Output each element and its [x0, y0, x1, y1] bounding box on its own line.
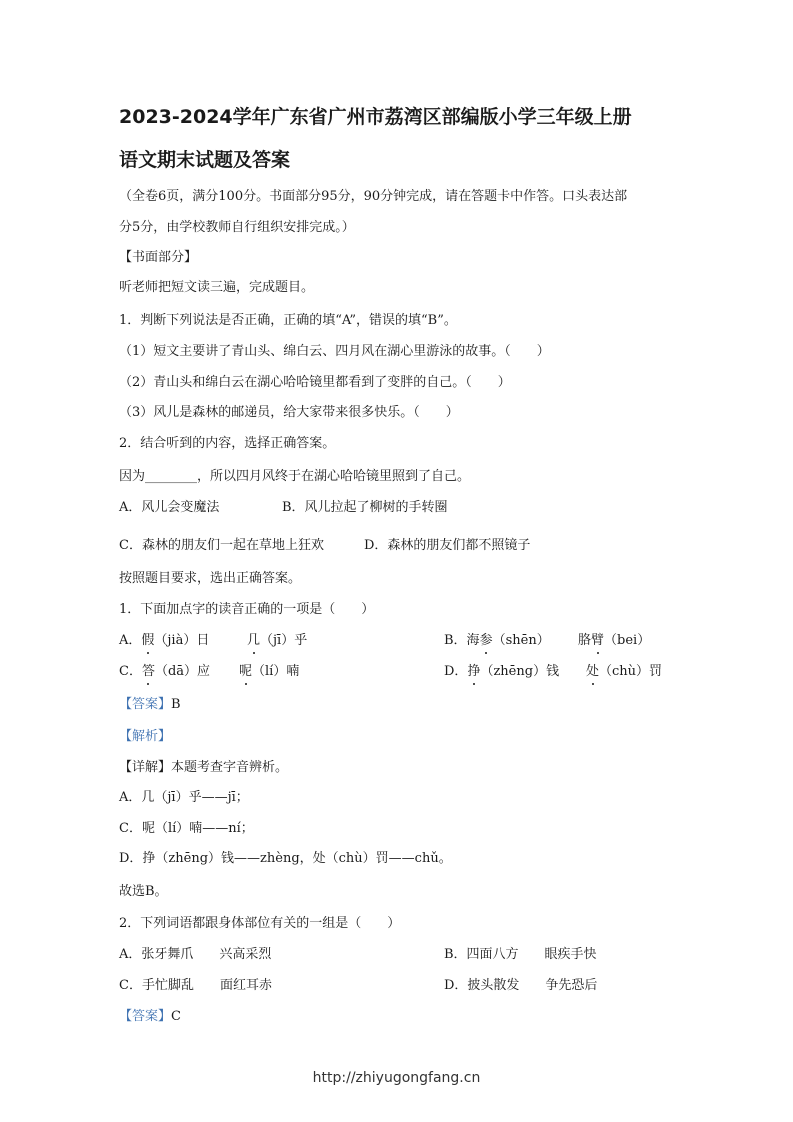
q2-option-c: C．森林的朋友们一起在草地上狂欢: [119, 538, 324, 553]
p1-option-c: C．答（dā）应: [119, 664, 211, 679]
p2-option-d: D．披头散发 争先恐后: [444, 978, 598, 993]
dotted-char: 处: [586, 664, 600, 679]
p1-explanation-c: C．呢（lí）喃——ní；: [119, 821, 254, 836]
section-label: 【书面部分】: [119, 250, 198, 265]
p1-option-a-word-2: 几（jī）乎: [247, 633, 308, 648]
footer-url[interactable]: http://zhiyugongfang.cn: [312, 1070, 481, 1086]
dotted-char: 臂: [591, 633, 605, 648]
p1-stem: 1．下面加点字的读音正确的一项是（ ）: [119, 602, 375, 617]
q1-item-3: （3）风儿是森林的邮递员，给大家带来很多快乐。（ ）: [119, 405, 459, 420]
dotted-char: 假: [141, 633, 155, 648]
p1-option-a: A．假（jià）日: [119, 633, 210, 648]
title-line-1: 2023-2024学年广东省广州市荔湾区部编版小学三年级上册: [119, 106, 632, 128]
p2-answer: 【答案】C: [119, 1009, 181, 1024]
part2-instruction: 按照题目要求，选出正确答案。: [119, 571, 302, 586]
p1-option-b-word-2: 胳臂（bei）: [578, 633, 651, 648]
p2-option-b: B．四面八方 眼疾手快: [444, 947, 597, 962]
p1-option-d-word-2: 处（chù）罚: [586, 664, 663, 679]
title-line-2: 语文期末试题及答案: [119, 149, 291, 171]
dotted-char: 几: [247, 633, 261, 648]
q2-option-b: B．风儿拉起了柳树的手转圈: [282, 500, 448, 515]
q1-stem: 1．判断下列说法是否正确，正确的填“A”，错误的填“B”。: [119, 313, 457, 328]
p1-conclusion: 故选B。: [119, 884, 168, 899]
q1-item-2: （2）青山头和绵白云在湖心哈哈镜里都看到了变胖的自己。（ ）: [119, 375, 511, 390]
analysis-label: 【解析】: [119, 729, 172, 744]
p1-explanation-d: D．挣（zhēng）钱——zhèng，处（chù）罚——chǔ。: [119, 851, 452, 866]
dotted-char: 答: [141, 664, 155, 679]
p1-option-c-word-2: 呢（lí）喃: [239, 664, 300, 679]
p1-detail: 【详解】本题考查字音辨析。: [119, 760, 289, 775]
p1-option-b: B．海参（shēn）: [444, 633, 550, 648]
answer-label: 【答案】: [119, 1009, 172, 1024]
q2-option-a: A．风儿会变魔法: [119, 500, 220, 515]
q1-item-1: （1）短文主要讲了青山头、绵白云、四月风在湖心里游泳的故事。（ ）: [119, 344, 550, 359]
intro-line-2: 分5分，由学校教师自行组织安排完成。）: [119, 220, 355, 235]
listening-instruction: 听老师把短文读三遍，完成题目。: [119, 280, 315, 295]
intro-line-1: （全卷6页，满分100分。书面部分95分，90分钟完成，请在答题卡中作答。口头表达部: [119, 189, 628, 204]
p2-stem: 2．下列词语都跟身体部位有关的一组是（ ）: [119, 916, 401, 931]
answer-label: 【答案】: [119, 697, 172, 712]
q2-sentence: 因为________，所以四月风终于在湖心哈哈镜里照到了自己。: [119, 469, 471, 484]
dotted-char: 呢: [239, 664, 253, 679]
p1-option-d: D．挣（zhēng）钱: [444, 664, 560, 679]
dotted-char: 参: [479, 633, 493, 648]
p2-option-a: A．张牙舞爪 兴高采烈: [119, 947, 272, 962]
p1-answer: 【答案】B: [119, 697, 181, 712]
dotted-char: 挣: [467, 664, 481, 679]
p1-explanation-a: A．几（jī）乎——jī；: [119, 790, 249, 805]
q2-option-d: D．森林的朋友们都不照镜子: [364, 538, 531, 553]
q2-stem: 2．结合听到的内容，选择正确答案。: [119, 436, 336, 451]
p2-option-c: C．手忙脚乱 面红耳赤: [119, 978, 272, 993]
